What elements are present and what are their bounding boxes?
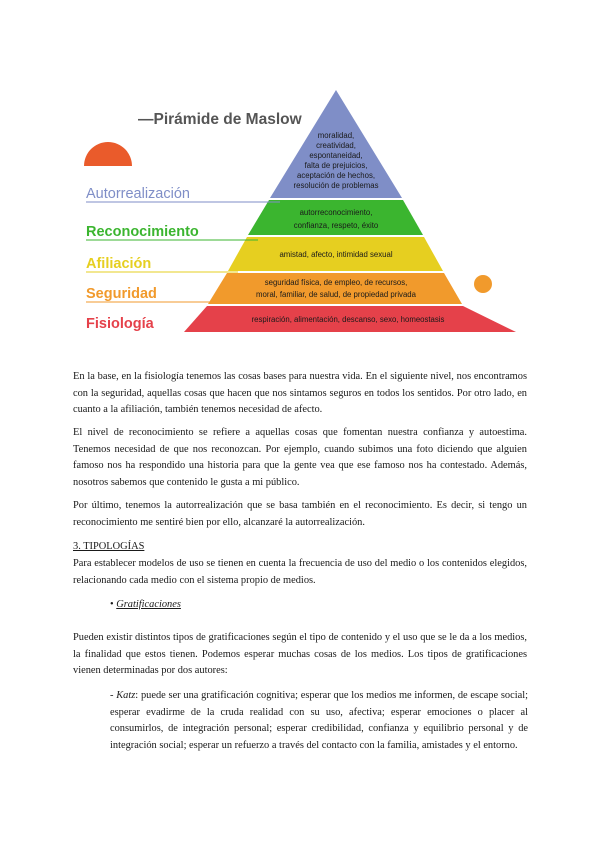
tier-text-autorrealizacion-5: aceptación de hechos, [296,171,376,180]
tier-text-autorrealizacion-1: moralidad, [317,131,355,140]
label-autorrealizacion: Autorrealización [86,186,190,202]
paragraph-1: En la base, en la fisiología tenemos las cosas bases para nuestra vida. En el siguiente nivel, nos encontramos con la seguridad, aquellas cosas que hacen que nos sintamos seguros en todos los sentidos. Por otro lado, en cuanto a la afiliación, también tenemos necesidad de afecto. [73,371,527,415]
sub-item-author: Katz [116,690,136,701]
tier-text-reconocimiento-2: confianza, respeto, éxito [293,221,379,230]
label-fisiologia: Fisiología [86,316,154,332]
tier-text-autorrealizacion-6: resolución de problemas [293,181,379,190]
maslow-pyramid-figure [80,84,520,336]
tier-text-seguridad-1: seguridad física, de empleo, de recursos, [264,278,408,287]
label-seguridad: Seguridad [86,286,157,302]
bullet-gratificaciones [110,599,181,610]
label-reconocimiento: Reconocimiento [86,224,199,240]
paragraph-2: El nivel de reconocimiento se refiere a aquellas cosas que fomentan nuestra confianza y autoestima. Tenemos necesidad de que nos reconozcan. Por ejemplo, cuando subimos una foto diciendo que alguien famoso nos ha respondido una historia para que la gente vea que ese famoso nos ha contestado. Además, nosotros sabemos que contenido le gusta a mi público. [73,427,527,488]
bullet-marker: • [110,599,114,610]
sub-item-prefix: - [110,690,117,701]
section-paragraph: Para establecer modelos de uso se tienen en cuenta la frecuencia de uso del medio o los contenidos elegidos, relacionando cada medio con el sistema propio de medios. [73,558,527,586]
sun-decoration [84,142,132,166]
sub-item-text: : puede ser una gratificación cognitiva; esperar que los medios me informen, de escape social; esperar evadirme de la cruda realidad con su uso, afectiva; esperar emociones o placer al consumirlos, de integración personal; esperar credibilidad, confianza y equilibrio personal y de integración social; esperar un refuerzo a través del contacto con la familia, amistades y el entorno. [110,690,528,751]
orange-circle-decoration [474,275,492,293]
label-afiliacion: Afiliación [86,256,152,272]
figure-title: —Pirámide de Maslow [138,111,302,128]
section-heading: 3. TIPOLOGÍAS [73,541,145,552]
sub-item-katz [110,688,528,754]
tier-text-autorrealizacion-2: creatividad, [316,141,356,150]
tier-text-autorrealizacion-3: espontaneidad, [309,151,363,160]
tier-text-seguridad-2: moral, familiar, de salud, de propiedad privada [256,290,416,299]
gratificaciones-paragraph: Pueden existir distintos tipos de gratificaciones según el tipo de contenido y el uso que se le da a los medios, la finalidad que estos tienen. Podemos esperar muchas cosas de los medios. Los tipos de gratificaciones vienen determinadas por dos autores: [73,632,527,676]
paragraph-3: Por último, tenemos la autorrealización que se basa también en el reconocimiento. Es decir, si tengo un reconocimiento me sentiré bien por ello, alcanzaré la autorrealización. [73,500,527,528]
tier-text-fisiologia-1: respiración, alimentación, descanso, sexo, homeostasis [251,315,445,324]
pyramid-svg [80,84,520,336]
tier-text-reconocimiento-1: autorreconocimiento, [299,208,373,217]
tier-text-afiliacion-1: amistad, afecto, intimidad sexual [279,250,393,259]
bullet-label: Gratificaciones [116,599,181,610]
tier-text-autorrealizacion-4: falta de prejuicios, [304,161,368,170]
